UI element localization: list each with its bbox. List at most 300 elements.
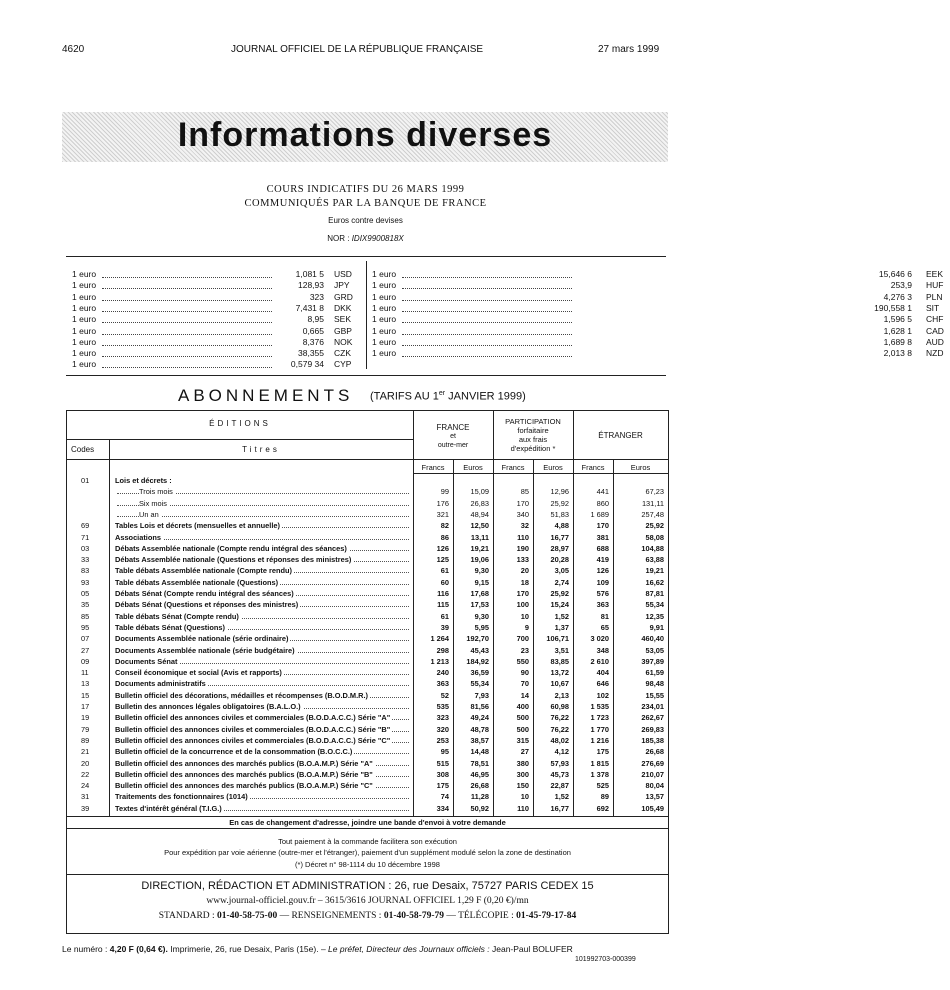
row-code: 13 — [81, 679, 90, 689]
row-value: 150 — [516, 781, 529, 791]
row-title: Lois et décrets : — [115, 476, 172, 485]
row-value: 240 — [436, 668, 449, 678]
rate-label: 1 euro — [372, 348, 397, 359]
row-value: 1 213 — [430, 656, 449, 666]
row-value: 404 — [596, 668, 609, 678]
imprimerie: Imprimerie, 26, rue Desaix, Paris (15e). — [170, 944, 319, 954]
row-title: Débats Sénat (Questions et réponses des ministres) — [115, 600, 299, 610]
row-title: Bulletin officiel des annonces civiles et commerciales (B.O.D.A.C.C.) Série "A" — [115, 713, 391, 723]
table-row — [67, 791, 668, 802]
issue-date: 27 mars 1999 — [598, 44, 660, 55]
tarifs-prefix: (TARIFS AU 1 — [370, 390, 439, 403]
row-value: 308 — [436, 769, 449, 779]
rate-row — [72, 326, 358, 337]
row-value: 7,93 — [474, 690, 489, 700]
row-title: Documents administratifs — [115, 679, 206, 689]
table-row — [67, 758, 668, 769]
row-code: 93 — [81, 577, 90, 587]
rate-value: 1,689 8 — [883, 336, 912, 347]
table-row — [67, 565, 668, 576]
row-value: 190 — [516, 543, 529, 553]
row-code: 69 — [81, 521, 90, 531]
row-value: 692 — [596, 803, 609, 813]
row-value: 16,62 — [645, 577, 664, 587]
table-row — [67, 622, 668, 633]
table-row — [67, 554, 668, 565]
row-value: 176 — [436, 498, 449, 508]
table-row — [67, 486, 668, 497]
leader-dots — [402, 280, 572, 289]
row-code: 89 — [81, 735, 90, 745]
rate-currency: CZK — [334, 348, 351, 359]
standard-label: STANDARD : — [158, 911, 215, 921]
rate-currency: PLN — [926, 291, 943, 302]
row-value: 1 689 — [590, 509, 609, 519]
rate-currency: EEK — [926, 269, 944, 279]
rate-label: 1 euro — [72, 291, 97, 302]
row-value: 298 — [436, 645, 449, 655]
row-title: Un an — [139, 509, 159, 519]
row-value: 12,35 — [645, 611, 664, 621]
rate-value: 128,93 — [298, 280, 324, 291]
leader-dots — [102, 269, 272, 278]
rate-value: 15,646 6 — [878, 269, 912, 279]
row-value: 525 — [596, 781, 609, 791]
rate-currency: GBP — [334, 325, 352, 336]
table-row — [67, 780, 668, 791]
row-value: 83,85 — [550, 656, 569, 666]
abonnements-tarifs — [370, 390, 526, 403]
renseignements-label: RENSEIGNEMENTS : — [291, 911, 382, 921]
row-code: 31 — [81, 792, 90, 802]
rate-row — [72, 348, 358, 359]
row-title: Associations — [115, 532, 162, 542]
row-title: Bulletin des annonces légales obligatoires (B.A.L.O.) — [115, 702, 301, 711]
row-value: 22,87 — [550, 781, 569, 791]
director-name: Jean-Paul BOLUFER — [492, 944, 573, 954]
row-line — [67, 874, 668, 875]
row-value: 9,91 — [649, 622, 664, 632]
row-code: 17 — [81, 702, 90, 711]
row-value: 20,28 — [550, 555, 569, 565]
row-value: 19,06 — [470, 555, 489, 565]
rate-value: 38,355 — [298, 348, 324, 359]
row-value: 9 — [524, 622, 529, 632]
row-value: 315 — [516, 735, 529, 745]
row-value: 3,05 — [554, 566, 569, 576]
row-value: 170 — [516, 498, 529, 508]
row-value: 3 020 — [590, 634, 609, 644]
row-title: Bulletin officiel des décorations, médailles et récompenses (B.O.D.M.R.) — [115, 690, 368, 700]
row-value: 13,11 — [470, 532, 489, 542]
row-title: Documents Assemblée nationale (série budgétaire) — [115, 645, 295, 655]
row-title: Table débats Sénat (Questions) — [115, 622, 225, 632]
rate-currency: NOK — [334, 336, 353, 347]
leader-dots — [402, 348, 572, 357]
rate-label: 1 euro — [72, 336, 97, 347]
row-value: 100 — [516, 600, 529, 610]
leader-dots — [117, 509, 409, 517]
row-value: 65 — [600, 622, 609, 632]
prefet-line: Le préfet, Directeur des Journaux officiels : — [328, 944, 490, 954]
row-value: 1,52 — [554, 611, 569, 621]
row-value: 76,22 — [550, 713, 569, 723]
row-value: 500 — [516, 713, 529, 723]
row-value: 109 — [596, 577, 609, 587]
row-value: 81,56 — [470, 702, 489, 711]
table-row — [67, 701, 668, 712]
info-box — [66, 828, 669, 934]
row-value: 61 — [440, 611, 449, 621]
rate-value: 7,431 8 — [295, 302, 324, 313]
row-value: 276,69 — [641, 758, 664, 768]
row-value: 39 — [440, 622, 449, 632]
table-row — [67, 656, 668, 667]
row-value: 500 — [516, 724, 529, 734]
rate-label: 1 euro — [372, 336, 397, 347]
direction-address: DIRECTION, RÉDACTION ET ADMINISTRATION : 26, rue Desaix, 75727 PARIS CEDEX 15 — [141, 880, 594, 892]
row-value: 116 — [437, 589, 449, 598]
row-value: 48,02 — [550, 735, 569, 745]
leader-dots — [102, 280, 272, 289]
rate-row — [72, 359, 358, 370]
row-value: 257,48 — [641, 509, 664, 519]
row-value: 45,73 — [550, 769, 569, 779]
row-value: 110 — [517, 532, 529, 542]
renseignements-phone: 01-40-58-79-79 — [383, 911, 444, 921]
table-row — [67, 724, 668, 735]
row-value: 48,78 — [470, 724, 489, 734]
row-line — [67, 439, 413, 440]
page-footer: Le numéro : 4,20 F (0,64 €). Imprimerie, 26, rue Desaix, Paris (15e). – Le préfet, Directeur des Journaux officiels : Jean-Paul BOLUFER — [62, 944, 573, 954]
row-title: Textes d'intérêt général (T.I.G.) — [115, 803, 222, 813]
row-value: 90 — [520, 668, 529, 678]
row-value: 104,88 — [641, 543, 664, 553]
rate-label: 1 euro — [372, 280, 397, 291]
row-code: 20 — [81, 758, 90, 768]
rates-subtitle: Euros contre devises — [328, 216, 403, 225]
row-title: Débats Sénat (Compte rendu intégral des séances) — [115, 589, 294, 598]
row-value: 269,83 — [641, 724, 664, 734]
rate-row — [372, 348, 950, 359]
row-value: 28,97 — [550, 543, 569, 553]
row-value: 57,93 — [550, 758, 569, 768]
nor-reference — [0, 234, 731, 243]
rate-value: 8,376 — [302, 336, 324, 347]
rate-label: 1 euro — [72, 325, 97, 336]
row-value: 15,55 — [645, 690, 664, 700]
row-value: 253 — [436, 735, 449, 745]
row-title: Bulletin officiel des annonces des marchés publics (B.O.A.M.P.) Série "B" — [115, 769, 373, 779]
row-value: 99 — [440, 487, 449, 497]
table-row — [67, 645, 668, 656]
row-value: 419 — [596, 555, 609, 565]
row-value: 1 815 — [590, 758, 609, 768]
row-value: 63,88 — [645, 555, 664, 565]
leader-dots — [402, 303, 572, 312]
row-value: 210,07 — [641, 769, 664, 779]
row-value: 51,83 — [550, 509, 569, 519]
row-value: 321 — [436, 509, 449, 519]
rate-label: 1 euro — [72, 314, 97, 325]
rate-value: 253,9 — [890, 280, 912, 291]
leader-dots — [102, 348, 272, 357]
row-value: 576 — [596, 589, 609, 598]
table-row — [67, 678, 668, 689]
rate-currency: DKK — [334, 302, 352, 313]
row-value: 76,22 — [550, 724, 569, 734]
row-value: 125 — [436, 555, 449, 565]
table-row — [67, 475, 668, 486]
row-line — [67, 816, 668, 817]
leader-dots — [102, 314, 272, 323]
row-value: 38,57 — [470, 735, 489, 745]
row-title: Bulletin officiel des annonces des marchés publics (B.O.A.M.P.) Série "A" — [115, 758, 373, 768]
row-value: 381 — [596, 532, 609, 542]
decree-note: (*) Décret n° 98-1114 du 10 décembre 1998 — [295, 860, 440, 869]
tarifs-sup: er — [438, 390, 446, 397]
sub-francs: Francs — [421, 463, 445, 472]
row-value: 25,92 — [550, 589, 569, 598]
row-code: 79 — [81, 724, 90, 734]
row-value: 81 — [600, 611, 609, 621]
row-value: 2,13 — [554, 690, 569, 700]
rate-currency: JPY — [334, 280, 350, 291]
rate-value: 323 — [309, 291, 324, 302]
rate-value: 190,558 1 — [874, 302, 912, 313]
row-value: 85 — [520, 487, 529, 497]
row-value: 55,34 — [645, 600, 664, 610]
row-value: 1 216 — [590, 735, 609, 745]
table-row — [67, 633, 668, 644]
row-value: 334 — [436, 803, 449, 813]
row-code: 83 — [81, 566, 90, 576]
row-value: 11,28 — [470, 792, 489, 802]
row-value: 9,30 — [474, 566, 489, 576]
rate-label: 1 euro — [372, 325, 397, 336]
header-codes: Codes — [71, 445, 95, 454]
row-value: 3,51 — [554, 645, 569, 655]
row-value: 10 — [520, 792, 529, 802]
row-code: 11 — [81, 668, 89, 678]
page-number: 4620 — [62, 44, 85, 55]
row-value: 1 378 — [590, 769, 609, 779]
rates-title-line1: COURS INDICATIFS DU 26 MARS 1999 — [266, 184, 465, 195]
row-value: 5,95 — [474, 622, 489, 632]
row-value: 380 — [516, 758, 529, 768]
rate-currency: CAD — [926, 325, 944, 336]
row-value: 18 — [520, 577, 529, 587]
row-value: 348 — [596, 645, 609, 655]
row-value: 14 — [520, 690, 529, 700]
row-value: 102 — [596, 690, 609, 700]
row-value: 10,67 — [550, 679, 569, 689]
table-row — [67, 520, 668, 531]
leader-dots — [402, 337, 572, 346]
france-l2: et — [450, 433, 456, 440]
row-title: Traitements des fonctionnaires (1014) — [115, 792, 248, 802]
rate-row — [72, 292, 358, 303]
rate-value: 1,628 1 — [883, 325, 912, 336]
numero-value: 4,20 F (0,64 €). — [109, 944, 168, 954]
row-code: 71 — [81, 532, 90, 542]
rate-currency: HUF — [926, 280, 944, 291]
row-value: 340 — [516, 509, 529, 519]
row-value: 19,21 — [470, 543, 489, 553]
row-title: Bulletin officiel de la concurrence et de la consommation (B.O.C.C.) — [115, 747, 353, 757]
row-value: 175 — [436, 781, 449, 791]
rate-value: 4,276 3 — [883, 291, 912, 302]
row-value: 300 — [516, 769, 529, 779]
table-row — [67, 498, 668, 509]
row-value: 16,77 — [550, 532, 569, 542]
rate-row — [372, 292, 950, 303]
rate-currency: USD — [334, 269, 352, 279]
row-value: 234,01 — [641, 702, 664, 711]
row-value: 4,88 — [554, 521, 569, 531]
row-value: 363 — [436, 679, 449, 689]
row-code: 27 — [81, 645, 90, 655]
sub-francs: Francs — [501, 463, 525, 472]
leader-dots — [102, 326, 272, 335]
row-value: 13,72 — [550, 668, 569, 678]
rate-currency: CHF — [926, 314, 944, 325]
part-l2: forfaitaire — [517, 426, 549, 435]
rate-value: 2,013 8 — [883, 348, 912, 359]
table-row — [67, 532, 668, 543]
table-row — [67, 509, 668, 520]
rate-label: 1 euro — [72, 359, 97, 370]
row-value: 646 — [596, 679, 609, 689]
row-value: 192,70 — [466, 634, 489, 644]
row-value: 320 — [436, 724, 449, 734]
header-etranger: ÉTRANGER — [598, 431, 643, 440]
row-code: 33 — [81, 555, 90, 565]
row-code: 22 — [81, 769, 90, 779]
row-value: 80,04 — [645, 781, 664, 791]
part-l3: aux frais — [518, 435, 548, 444]
banner-title: Informations diverses — [177, 116, 553, 154]
rate-label: 1 euro — [372, 291, 397, 302]
address-change-note: En cas de changement d'adresse, joindre une bande d'envoi à votre demande — [229, 818, 506, 827]
abonnements-title: ABONNEMENTS — [178, 386, 354, 405]
row-value: 86 — [440, 532, 449, 542]
row-value: 50,92 — [470, 803, 489, 813]
row-value: 12,50 — [470, 521, 489, 531]
row-value: 26,68 — [470, 781, 489, 791]
row-code: 19 — [81, 713, 90, 723]
table-row — [67, 577, 668, 588]
row-title: Bulletin officiel des annonces civiles et commerciales (B.O.D.A.C.C.) Série "B" — [115, 724, 391, 734]
rate-row — [372, 337, 950, 348]
journal-title: JOURNAL OFFICIEL DE LA RÉPUBLIQUE FRANÇAISE — [231, 44, 484, 55]
row-title: Trois mois — [139, 487, 173, 497]
row-value: 55,34 — [470, 679, 489, 689]
row-title: Table débats Assemblée nationale (Questions) — [115, 577, 279, 587]
rate-label: 1 euro — [72, 280, 97, 291]
rate-row — [72, 337, 358, 348]
row-value: 550 — [516, 656, 529, 666]
rate-label: 1 euro — [72, 348, 97, 359]
row-value: 126 — [436, 543, 449, 553]
row-value: 82 — [440, 521, 449, 531]
row-value: 26,68 — [645, 747, 664, 757]
row-value: 175 — [596, 747, 609, 757]
row-value: 535 — [436, 702, 449, 711]
row-value: 20 — [520, 566, 529, 576]
row-value: 10 — [520, 611, 529, 621]
row-value: 23 — [520, 645, 529, 655]
row-value: 26,83 — [470, 498, 489, 508]
subscription-table — [66, 410, 669, 829]
row-value: 78,51 — [470, 758, 489, 768]
row-value: 95 — [440, 747, 449, 757]
rate-value: 0,665 — [302, 325, 324, 336]
rate-label: 1 euro — [372, 302, 397, 313]
row-value: 46,95 — [470, 769, 489, 779]
row-value: 515 — [436, 758, 449, 768]
france-l3: outre-mer — [437, 442, 469, 449]
table-row — [67, 712, 668, 723]
tarifs-suffix: JANVIER 1999) — [445, 390, 526, 403]
sub-euros: Euros — [630, 463, 651, 472]
row-value: 12,96 — [550, 487, 569, 497]
rate-currency: GRD — [334, 291, 353, 302]
telecopie-phone: 01-45-79-17-84 — [516, 911, 577, 921]
row-value: 89 — [600, 792, 609, 802]
sub-francs: Francs — [581, 463, 605, 472]
row-value: 441 — [596, 487, 609, 497]
sub-euros: Euros — [463, 463, 483, 472]
row-value: 52 — [440, 690, 449, 700]
row-code: 95 — [81, 622, 90, 632]
row-value: 397,89 — [641, 656, 664, 666]
row-value: 1,37 — [554, 622, 569, 632]
row-value: 700 — [516, 634, 529, 644]
sub-euros: Euros — [543, 463, 563, 472]
row-value: 25,92 — [550, 498, 569, 508]
row-value: 67,23 — [645, 487, 664, 497]
row-value: 184,92 — [466, 656, 489, 666]
rate-currency: AUD — [926, 336, 944, 347]
row-value: 17,53 — [470, 600, 489, 610]
row-line — [413, 473, 668, 474]
row-value: 860 — [596, 498, 609, 508]
rate-value: 1,081 5 — [295, 269, 324, 279]
rate-currency: SEK — [334, 314, 352, 325]
row-value: 400 — [516, 702, 529, 711]
rate-row — [372, 314, 950, 325]
row-value: 110 — [517, 803, 529, 813]
numero-label: Le numéro : — [62, 944, 108, 954]
row-value: 9,30 — [474, 611, 489, 621]
table-row — [67, 667, 668, 678]
row-line — [67, 459, 668, 460]
row-title: Débats Assemblée nationale (Questions et réponses des ministres) — [115, 555, 352, 565]
website-line: www.journal-officiel.gouv.fr – 3615/3616 JOURNAL OFFICIEL 1,29 F (0,20 €)/mn — [206, 896, 529, 906]
standard-phone: 01-40-58-75-00 — [217, 911, 278, 921]
row-title: Débats Assemblée nationale (Compte rendu intégral des séances) — [115, 543, 347, 553]
row-value: 106,71 — [546, 634, 569, 644]
table-row — [67, 611, 668, 622]
row-value: 16,77 — [550, 803, 569, 813]
table-row — [67, 543, 668, 554]
row-value: 323 — [436, 713, 449, 723]
row-code: 85 — [81, 611, 90, 621]
row-code: 21 — [81, 747, 90, 757]
row-value: 87,81 — [645, 589, 664, 598]
row-value: 170 — [596, 521, 609, 531]
